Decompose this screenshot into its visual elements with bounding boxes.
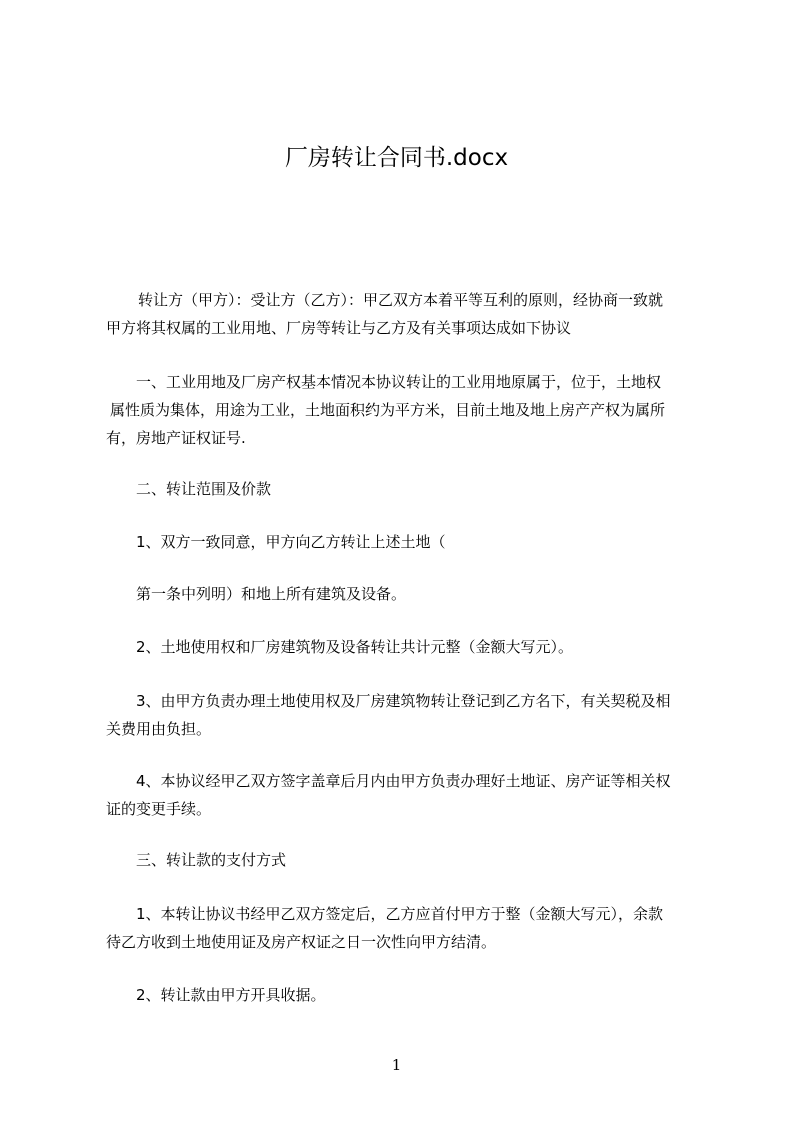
clause-3-1 [106, 900, 712, 956]
paragraph-section-1 [106, 368, 712, 452]
paragraph-line: 证的变更手续。 [106, 800, 212, 818]
paragraph-parties [106, 286, 712, 342]
paragraph-line: 待乙方收到土地使用证及房产权证之日一次性向甲方结清。 [106, 933, 497, 951]
page-number: 1 [391, 1056, 402, 1074]
paragraph-line: 转让方（甲方）：受让方（乙方）：甲乙双方本着平等互利的原则，经协商一致就 [138, 291, 664, 309]
clause-2-1 [106, 528, 712, 556]
paragraph-line: 第一条中列明）和地上所有建筑及设备。 [136, 585, 407, 603]
paragraph-line: 2、转让款由甲方开具收据。 [136, 986, 326, 1004]
clause-2-1-continued [106, 580, 712, 608]
paragraph-line: 甲方将其权属的工业用地、厂房等转让与乙方及有关事项达成如下协议 [106, 319, 572, 337]
paragraph-line: 二、转让范围及价款 [136, 480, 272, 498]
paragraph-line: 1、双方一致同意，甲方向乙方转让上述土地（ [136, 533, 446, 551]
heading-section-2 [106, 475, 712, 503]
document-title: 厂房转让合同书.docx [284, 145, 509, 171]
paragraph-line: 1、本转让协议书经甲乙双方签定后，乙方应首付甲方于整（金额大写元），余款 [136, 905, 664, 923]
clause-3-2 [106, 981, 712, 1009]
paragraph-line: 三、转让款的支付方式 [136, 851, 287, 869]
paragraph-line: 3、由甲方负责办理土地使用权及厂房建筑物转让登记到乙方名下，有关契税及相 [136, 692, 671, 710]
paragraph-line: 有，房地产证权证号. [106, 429, 246, 447]
clause-2-3 [106, 687, 712, 743]
clause-2-2 [106, 633, 712, 661]
heading-section-3 [106, 846, 712, 874]
paragraph-line: 关费用由负担。 [106, 720, 212, 738]
clause-2-4 [106, 767, 712, 823]
paragraph-line: 2、土地使用权和厂房建筑物及设备转让共计元整（金额大写元）。 [136, 638, 574, 656]
paragraph-line: 一、工业用地及厂房产权基本情况本协议转让的工业用地原属于，位于，土地权 [136, 373, 662, 391]
paragraph-line: 4、本协议经甲乙双方签字盖章后月内由甲方负责办理好土地证、房产证等相关权 [136, 772, 671, 790]
paragraph-line: 属性质为集体，用途为工业，土地面积约为平方米，目前土地及地上房产产权为属所 [110, 401, 666, 419]
